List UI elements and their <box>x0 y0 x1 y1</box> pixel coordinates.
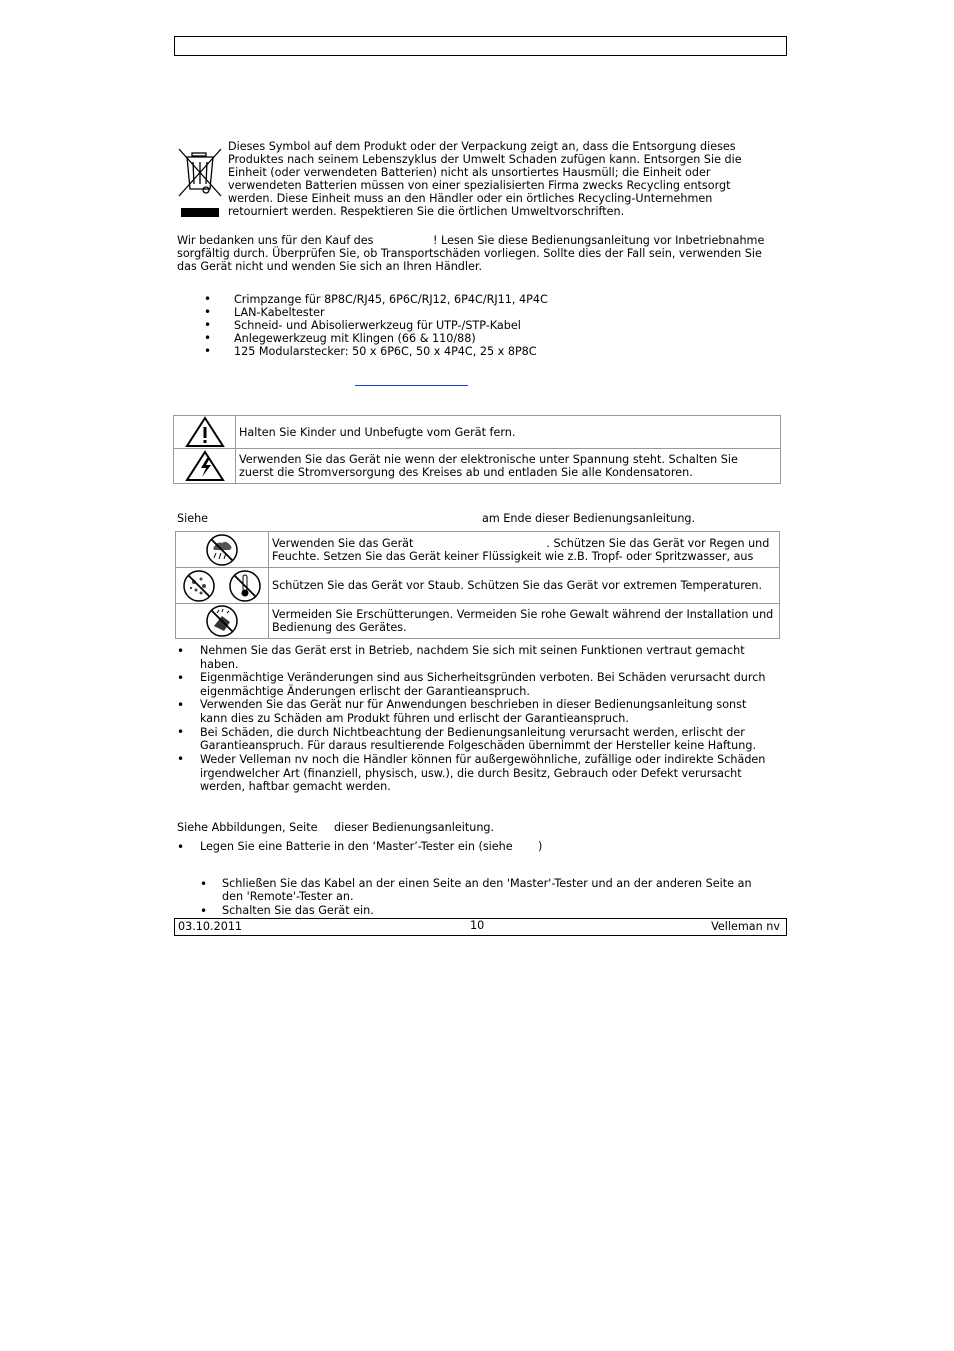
thanks-line: ! Lesen Sie diese Bedienungsanleitung vor Inbetriebnahme <box>433 234 765 247</box>
env-text-cell <box>269 568 780 604</box>
env-row2-text: Schützen Sie das Gerät vor Staub. Schützen Sie das Gerät vor extremen Temperaturen. <box>272 579 763 592</box>
dust-temp-icon-cell <box>176 568 269 604</box>
bullet: • <box>200 904 208 918</box>
step-line: Schließen Sie das Kabel an der einen Seite an den 'Master'-Tester und an der anderen Seite an <box>222 877 752 890</box>
bullet: • <box>204 344 212 358</box>
disposal-line: werden. Diese Einheit muss an den Händler oder ein örtliches Recycling-Unternehmen <box>228 192 713 205</box>
list-item: Anlegewerkzeug mit Klingen (66 & 110/88) <box>234 332 476 345</box>
list-item-line: Eigenmächtige Veränderungen sind aus Sicherheitsgründen verboten. Bei Schäden verursacht durch <box>200 671 766 684</box>
safety-row2-line2: zuerst die Stromversorgung des Kreises ab und entladen Sie alle Kondensatoren. <box>239 466 693 479</box>
bullet: • <box>204 305 212 319</box>
safety-text-cell <box>236 449 781 484</box>
list-item-line: haben. <box>200 658 239 671</box>
disposal-line: verwendeten Batterien müssen von einer spezialisierten Firma zwecks Recycling entsorgt <box>228 179 731 192</box>
bullet: • <box>177 725 185 739</box>
env-text-cell <box>269 532 780 568</box>
footer-page-number: 10 <box>470 919 485 932</box>
figures-line-end: dieser Bedienungsanleitung. <box>334 821 495 834</box>
website-link[interactable] <box>355 385 468 386</box>
bullet: • <box>177 840 185 854</box>
list-item-line: Garantieanspruch. Für daraus resultierende Folgeschäden übernimmt der Hersteller keine Haftung. <box>200 739 757 752</box>
figures-line-start: Siehe Abbildungen, Seite <box>177 821 318 834</box>
page-footer <box>174 918 787 936</box>
env-row1-part-b: . Schützen Sie das Gerät vor Regen und <box>546 536 770 550</box>
list-item-line: Weder Velleman nv noch die Händler können für außergewöhnliche, zufällige oder indirekte Schäden <box>200 753 766 766</box>
shock-vibration-icon-cell <box>176 604 269 639</box>
bullet: • <box>204 331 212 345</box>
rain-icon-cell <box>176 532 269 568</box>
thanks-line: sorgfältig durch. Überprüfen Sie, ob Transportschäden vorliegen. Sollte dies der Fall sein, verwenden Sie <box>177 247 762 260</box>
see-line-start: Siehe <box>177 512 209 525</box>
env-row1-line2: Feuchte. Setzen Sie das Gerät keiner Flüssigkeit wie z.B. Tropf- oder Spritzwasser, aus <box>272 549 754 563</box>
safety-row2-line1: Verwenden Sie das Gerät nie wenn der elektronische unter Spannung steht. Schalten Sie <box>239 453 738 466</box>
env-text-cell <box>269 604 780 639</box>
no-rain-icon <box>205 533 239 567</box>
see-line-end: am Ende dieser Bedienungsanleitung. <box>482 512 696 525</box>
list-item: 125 Modularstecker: 50 x 6P6C, 50 x 4P4C, 25 x 8P8C <box>234 345 537 358</box>
bullet: • <box>177 752 185 766</box>
shock-icon-cell <box>174 449 236 484</box>
no-shock-vibration-icon <box>205 604 239 638</box>
list-item-line: eigenmächtige Änderungen erlischt der Garantieanspruch. <box>200 685 530 698</box>
disposal-line: Produktes nach seinem Lebenszyklus der Umwelt Schaden zufügen kann. Entsorgen Sie die <box>228 153 742 166</box>
list-item-line: Bei Schäden, die durch Nichtbeachtung der Bedienungsanleitung verursacht werden, erlischt der <box>200 726 745 739</box>
list-item-line: werden, haftbar gemacht werden. <box>200 780 391 793</box>
bullet: • <box>204 292 212 306</box>
bullet: • <box>204 318 212 332</box>
bullet: • <box>200 877 208 891</box>
env-row1-part-a: Verwenden Sie das Gerät <box>272 536 414 550</box>
battery-line-start: Legen Sie eine Batterie in den ‘Master’-Tester ein (siehe <box>200 840 513 853</box>
bullet: • <box>177 698 185 712</box>
footer-company: Velleman nv <box>711 920 780 933</box>
step-line: den 'Remote'-Tester an. <box>222 890 354 903</box>
list-item-line: Nehmen Sie das Gerät erst in Betrieb, nachdem Sie sich mit seinen Funktionen vertraut gemacht <box>200 644 745 657</box>
safety-text-cell <box>236 416 781 449</box>
thanks-line: das Gerät nicht und wenden Sie sich an Ihren Händler. <box>177 260 483 273</box>
env-row3-line2: Bedienung des Gerätes. <box>272 621 407 634</box>
thanks-line: Wir bedanken uns für den Kauf des <box>177 234 374 247</box>
battery-line-end: ) <box>538 840 543 853</box>
list-item-line: irgendwelcher Art (finanziell, physisch, usw.), die durch Besitz, Gebrauch oder Defekt verursacht <box>200 767 742 780</box>
warning-icon-cell <box>174 416 236 449</box>
disposal-line: retourniert werden. Respektieren Sie die örtlichen Umweltvorschriften. <box>228 205 625 218</box>
environment-table <box>175 531 780 639</box>
electric-shock-hazard-icon <box>185 450 225 482</box>
safety-table <box>173 415 781 484</box>
dust-and-temperature-icon <box>181 569 263 603</box>
page-header-box <box>174 36 787 56</box>
list-item-line: kann dies zu Schäden am Produkt führen und erlischt der Garantieanspruch. <box>200 712 629 725</box>
disposal-line: Einheit (oder verwendeten Batterien) nicht als unsortiertes Hausmüll; die Einheit oder <box>228 166 711 179</box>
list-item-line: Verwenden Sie das Gerät nur für Anwendungen beschrieben in dieser Bedienungsanleitung sonst <box>200 698 747 711</box>
bullet: • <box>177 644 185 658</box>
warning-triangle-icon <box>185 416 225 448</box>
list-item: LAN-Kabeltester <box>234 306 325 319</box>
safety-row1-text: Halten Sie Kinder und Unbefugte vom Gerät fern. <box>239 425 516 439</box>
weee-bin-icon <box>178 146 222 218</box>
list-item: Crimpzange für 8P8C/RJ45, 6P6C/RJ12, 6P4C/RJ11, 4P4C <box>234 293 548 306</box>
env-row3-line1: Vermeiden Sie Erschütterungen. Vermeiden Sie rohe Gewalt während der Installation und <box>272 608 774 621</box>
list-item: Schneid- und Abisolierwerkzeug für UTP-/STP-Kabel <box>234 319 521 332</box>
disposal-line: Dieses Symbol auf dem Produkt oder der Verpackung zeigt an, dass die Entsorgung dieses <box>228 140 736 153</box>
step-line: Schalten Sie das Gerät ein. <box>222 904 374 917</box>
footer-date: 03.10.2011 <box>178 920 243 933</box>
bullet: • <box>177 671 185 685</box>
